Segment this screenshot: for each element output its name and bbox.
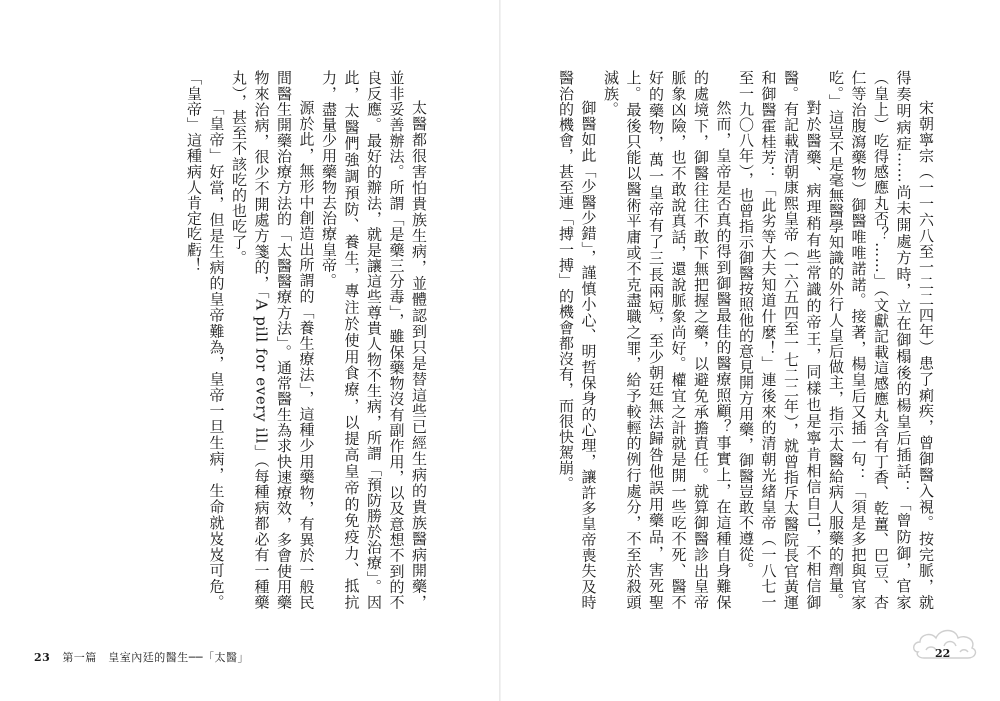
paragraph: 御醫如此「少醫少錯」，謹慎小心、明哲保身的心理，讓許多皇帝喪失及時醫治的機會，甚至連「搏一搏」的機會都沒有，而很快駕崩。 — [557, 70, 598, 610]
paragraph: 太醫都很害怕貴族生病，並體認到只是替這些已經生病的貴族醫病開藥，並非妥善辦法。所謂「是藥三分毒」，雖保藥物沒有副作用，以及意想不到的不良反應。最好的辦法，就是讓這些尊貴人物不生病，所謂「預防勝於治療」。因此，太醫們強調預防、養生，專注於使用食療，以提高皇帝的免疫力、抵抗力，盡量少用藥物去治療皇帝。 — [320, 70, 428, 610]
page-number: 23 — [34, 651, 51, 664]
paragraph: 宋朝寧宗（一一六八至一二二四年）患了痢疾，曾御醫入視。按完脈，就得奏明病症……尚未開處方時，立在御榻後的楊皇后插話：「曾防御，官家（皇上）吃得感應丸否？……」（文獻記載這感應丸含有丁香、乾薑、巴豆、杏仁等治腹瀉藥物）御醫唯唯諾諾。接著，楊皇后又插一句：「須是多把與官家吃。」這豈不是毫無醫學知識的外行人皇后做主，指示太醫給病人服藥的劑量。 — [827, 70, 935, 610]
left-page-text — [185, 70, 430, 610]
running-title: 第一篇 皇室內廷的醫生──「太醫」 — [62, 651, 250, 664]
paragraph: 然而，皇帝是否真的得到御醫最佳的醫療照顧？事實上，在這種自身難保的處境下，御醫往往不敢下無把握之藥，以避免承擔責任。就算御醫診出皇帝脈象凶險，也不敢說真話，還說脈象尚好。權宜之計就是開一些吃不死、醫不好的藥物，萬一皇帝有了三長兩短，至少朝廷無法歸咎他誤用藥品，害死聖上。最後只能以醫術平庸或不克盡職之罪，給予較輕的例行處分，不至於殺頭滅族。 — [602, 70, 733, 610]
paragraph: 源於此，無形中創造出所謂的「養生療法」，這種少用藥物，有異於一般民間醫生開藥治療方法的「太醫醫療方法」。通常醫生為求快速療效，多會使用藥物來治病，很少不開處方箋的，「A pill for every ill」（每種病都必有一種藥丸），甚至不該吃的也吃了。 — [230, 70, 316, 610]
paragraph: 對於醫藥、病理稍有些常識的帝王，同樣也是寧肯相信自己，不相信御醫。有記載清朝康熙皇帝（一六五四至一七二二年），就曾指斥太醫院長官黃運和御醫霍桂芳：「此劣等大夫知道什麼！」連後來的清朝光緒皇帝（一八七一至一九〇八年），也曾指示御醫按照他的意見開方用藥，御醫豈敢不遵從。 — [737, 70, 823, 610]
right-page — [500, 0, 1000, 701]
paragraph: 「皇帝」好當，但是生病的皇帝難為，皇帝一旦生病，生命就岌岌可危。「皇帝」這種病人肯定吃虧！ — [185, 70, 226, 610]
page-footer-left — [34, 649, 249, 665]
right-page-text — [557, 70, 937, 610]
page-number: 22 — [935, 647, 951, 660]
